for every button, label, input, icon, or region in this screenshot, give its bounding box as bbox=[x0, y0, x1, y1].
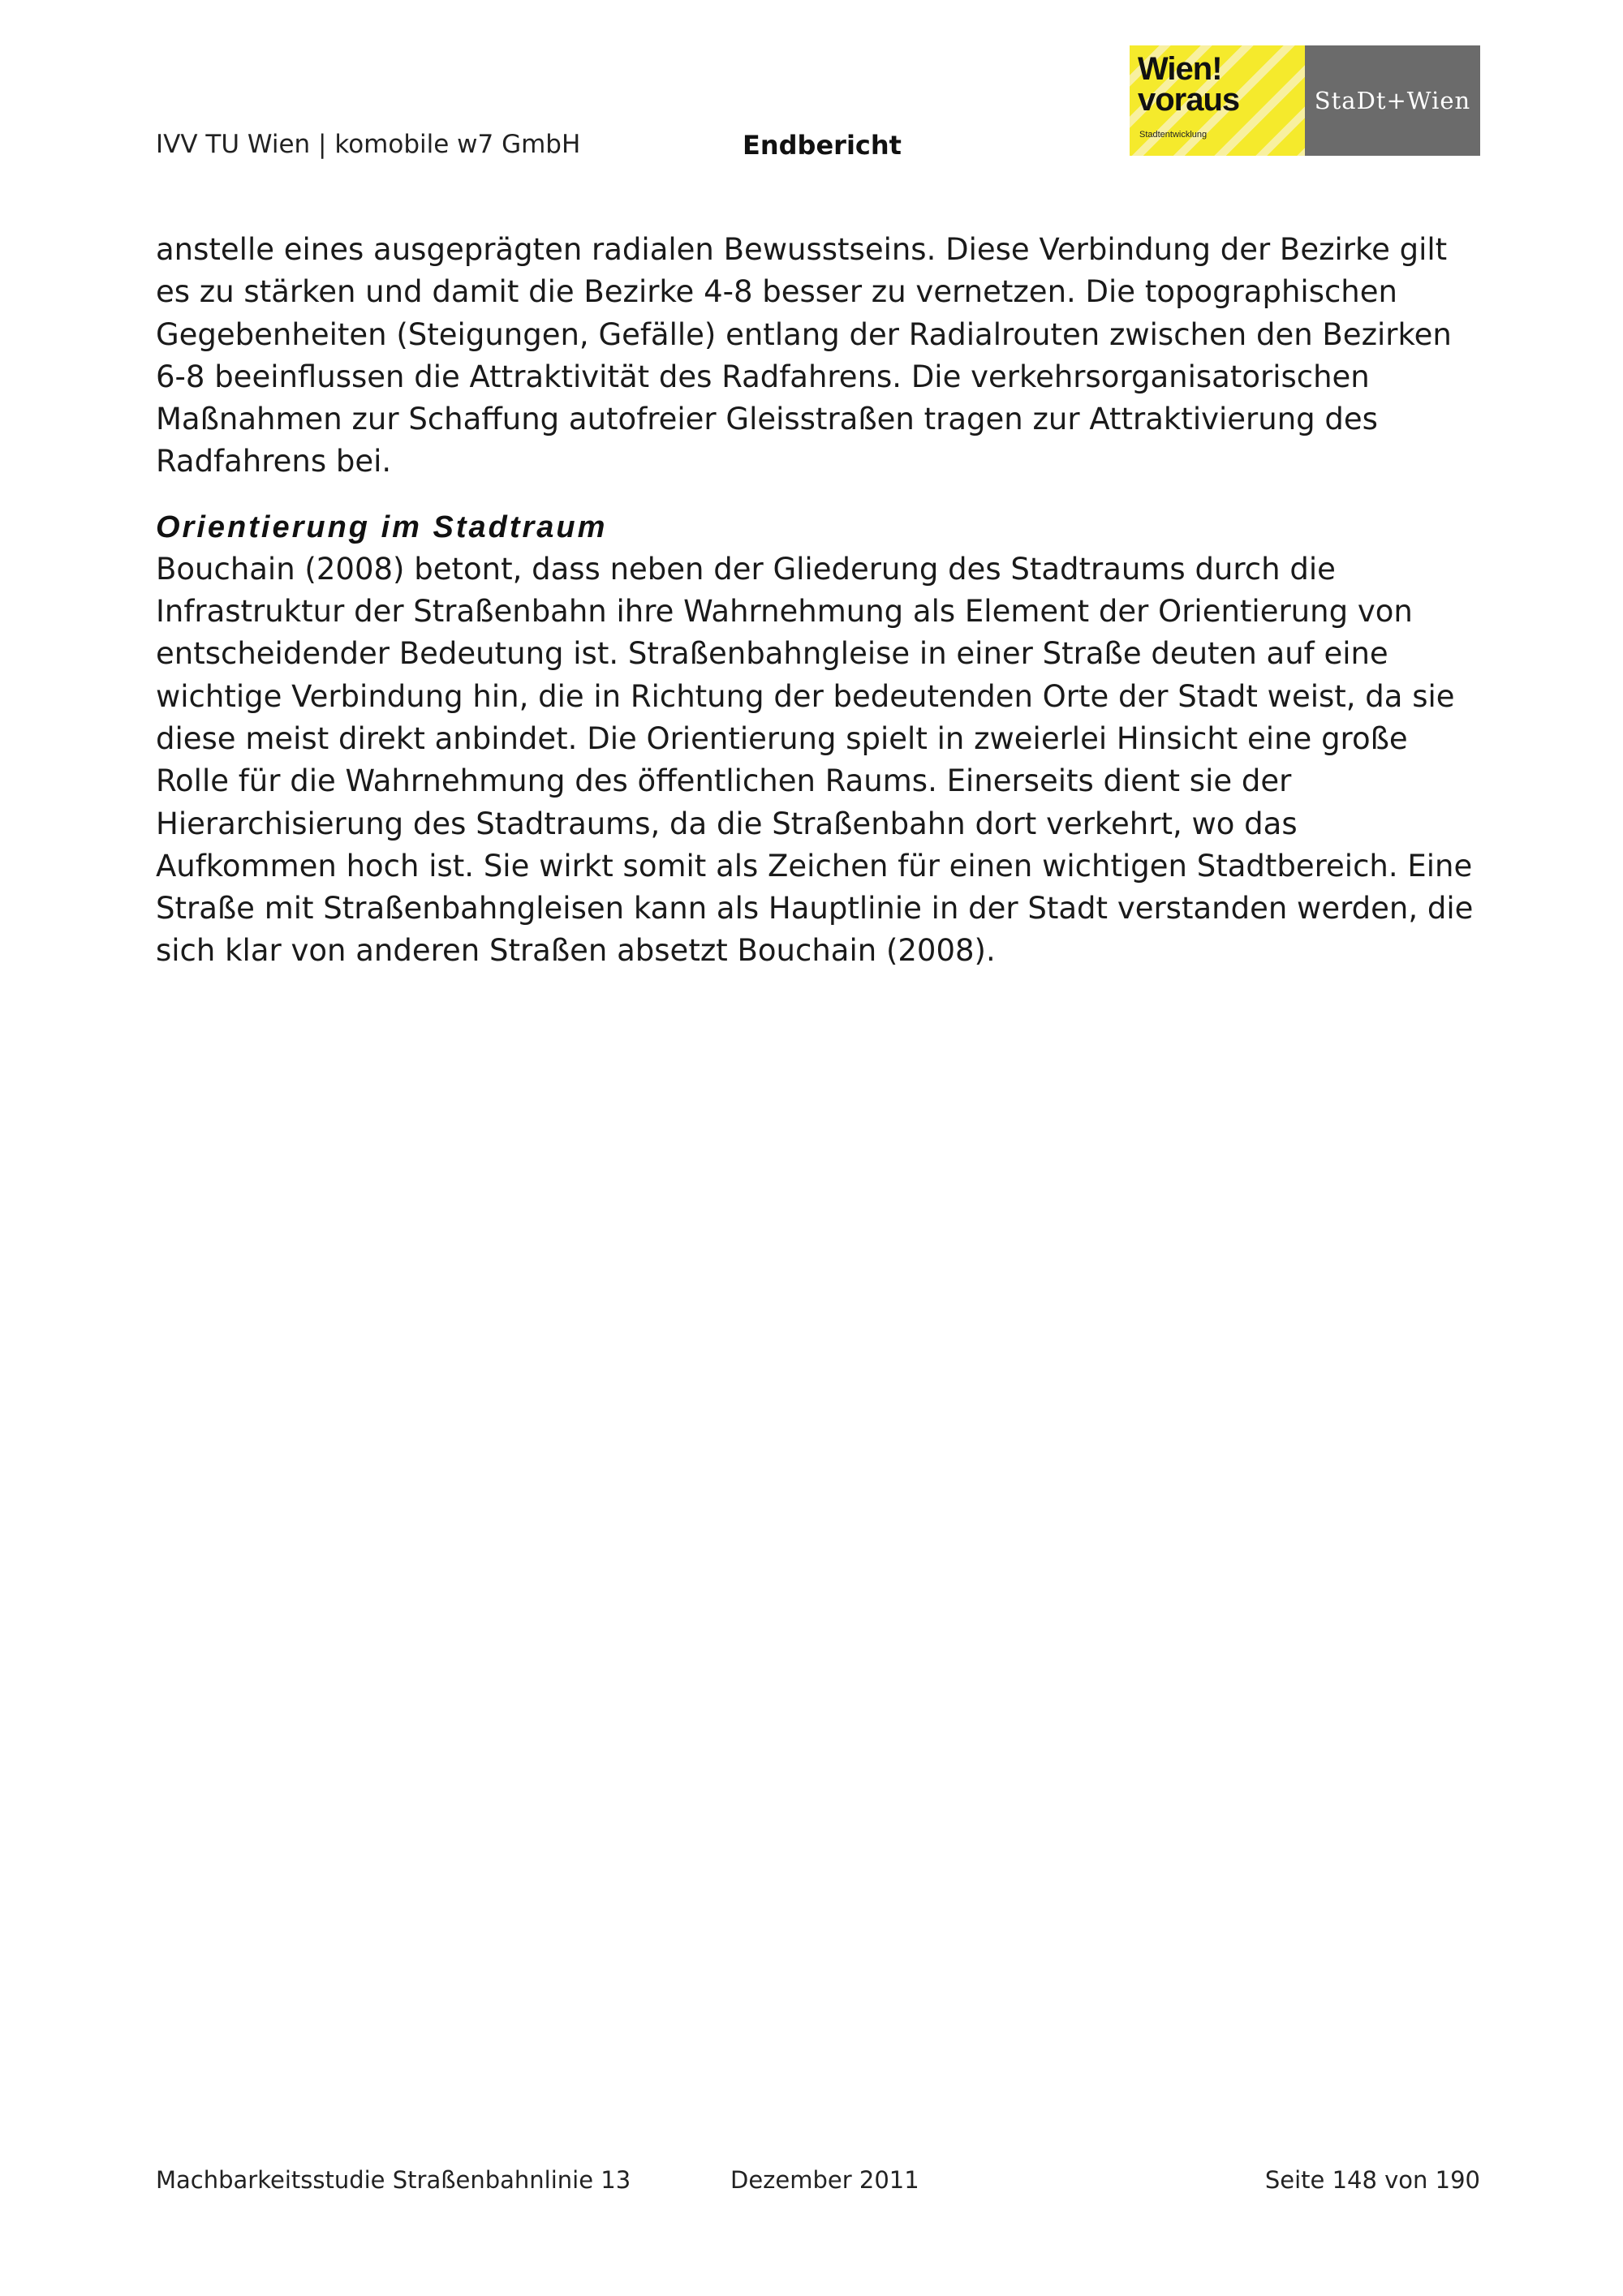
section-heading: Orientierung im Stadtraum bbox=[156, 510, 608, 544]
footer-title: Machbarkeitsstudie Straßenbahnlinie 13 bbox=[156, 2166, 631, 2194]
intro-paragraph: anstelle eines ausgeprägten radialen Bewusstseins. Diese Verbindung der Bezirke gilt es zu stärken und damit die Bezirke 4-8 besser zu vernetzen. Die topographischen Gegebenheiten (Steigungen, Gefälle) entlang der Radialrouten zwischen den Bezirken 6-8 beeinflussen die Attraktivität des Radfahrens. Die verkehrsorganisatorischen Maßnahmen zur Schaffung autofreier Gleisstraßen tragen zur Attraktivierung des Radfahrens bei. bbox=[156, 232, 1452, 479]
section-paragraph: Bouchain (2008) betont, dass neben der Gliederung des Stadtraums durch die Infrastruktur der Straßenbahn ihre Wahrnehmung als Element der Orientierung von entscheidender Bedeutung ist. Straßenbahngleise in einer Straße deuten auf eine wichtige Verbindung hin, die in Richtung der bedeutenden Orte der Stadt weist, da sie diese meist direkt anbindet. Die Orientierung spielt in zweierlei Hinsicht eine große Rolle für die Wahrnehmung des öffentlichen Raums. Einerseits dient sie der Hierarchisierung des Stadtraums, da die Straßenbahn dort verkehrt, wo das Aufkommen hoch ist. Sie wirkt somit als Zeichen für einen wichtigen Stadtbereich. Eine Straße mit Straßenbahngleisen kann als Hauptlinie in der Stadt verstanden werden, die sich klar von anderen Straßen absetzt Bouchain (2008). bbox=[156, 551, 1474, 969]
page-content bbox=[156, 229, 1487, 973]
stadt-wien-logo bbox=[1305, 45, 1480, 156]
footer-date: Dezember 2011 bbox=[730, 2166, 919, 2194]
wien-voraus-logo-text: Wien! voraus bbox=[1138, 51, 1240, 118]
header-document-type: Endbericht bbox=[743, 130, 902, 161]
page-footer bbox=[156, 2166, 1480, 2199]
wien-voraus-logo-subtitle: Stadtentwicklung bbox=[1139, 130, 1208, 140]
footer-page-number: Seite 148 von 190 bbox=[1264, 2166, 1480, 2194]
stadt-wien-logo-text: StaDt+Wien bbox=[1314, 87, 1471, 114]
header-organization: IVV TU Wien | komobile w7 GmbH bbox=[156, 130, 581, 159]
logo bbox=[1130, 45, 1480, 156]
wien-voraus-logo bbox=[1130, 45, 1305, 156]
page-header bbox=[0, 0, 1623, 170]
